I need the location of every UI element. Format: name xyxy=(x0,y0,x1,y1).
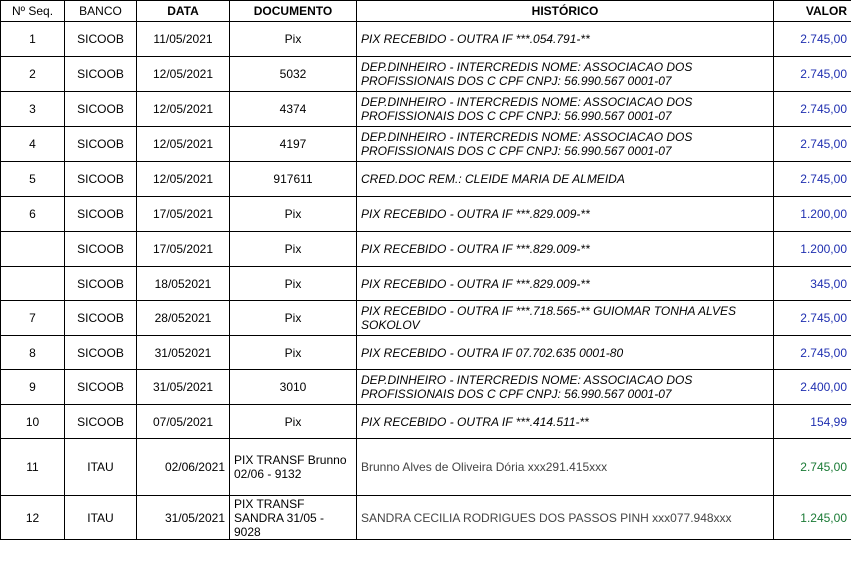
cell-documento: PIX TRANSF SANDRA 31/05 - 9028 xyxy=(230,496,357,540)
cell-seq: 6 xyxy=(1,197,65,232)
cell-valor: 1.200,00 xyxy=(774,197,851,232)
cell-data: 31/05/2021 xyxy=(137,370,230,405)
cell-data: 11/05/2021 xyxy=(137,22,230,57)
cell-data: 12/05/2021 xyxy=(137,127,230,162)
cell-seq: 5 xyxy=(1,162,65,197)
cell-data: 12/05/2021 xyxy=(137,57,230,92)
cell-banco: SICOOB xyxy=(65,92,137,127)
cell-historico: DEP.DINHEIRO - INTERCREDIS NOME: ASSOCIACAO DOS PROFISSIONAIS DOS C CPF CNPJ: 56.990.567 0001-07 xyxy=(357,127,774,162)
cell-valor: 2.745,00 xyxy=(774,57,851,92)
table-row xyxy=(1,405,851,439)
cell-seq: 2 xyxy=(1,57,65,92)
cell-valor: 345,00 xyxy=(774,267,851,301)
cell-documento: Pix xyxy=(230,336,357,370)
cell-valor: 2.745,00 xyxy=(774,162,851,197)
cell-documento: Pix xyxy=(230,267,357,301)
cell-seq: 10 xyxy=(1,405,65,439)
cell-banco: SICOOB xyxy=(65,57,137,92)
cell-banco: SICOOB xyxy=(65,267,137,301)
cell-valor: 2.745,00 xyxy=(774,336,851,370)
cell-valor: 1.245,00 xyxy=(774,496,851,540)
cell-data: 17/05/2021 xyxy=(137,197,230,232)
cell-historico: Brunno Alves de Oliveira Dória xxx291.415xxx xyxy=(357,439,774,496)
header-data: DATA xyxy=(137,1,230,22)
header-seq: Nº Seq. xyxy=(1,1,65,22)
cell-documento: Pix xyxy=(230,232,357,267)
cell-historico: PIX RECEBIDO - OUTRA IF ***.718.565-** GUIOMAR TONHA ALVES SOKOLOV xyxy=(357,301,774,336)
header-banco: BANCO xyxy=(65,1,137,22)
cell-seq: 7 xyxy=(1,301,65,336)
table-row xyxy=(1,370,851,405)
cell-seq: 3 xyxy=(1,92,65,127)
cell-banco: ITAU xyxy=(65,496,137,540)
cell-data: 28/052021 xyxy=(137,301,230,336)
cell-documento: Pix xyxy=(230,197,357,232)
cell-valor: 2.745,00 xyxy=(774,22,851,57)
table-row xyxy=(1,162,851,197)
cell-historico: PIX RECEBIDO - OUTRA IF ***.829.009-** xyxy=(357,232,774,267)
table-header-row xyxy=(1,1,851,22)
cell-historico: SANDRA CECILIA RODRIGUES DOS PASSOS PINH xxx077.948xxx xyxy=(357,496,774,540)
cell-valor: 2.745,00 xyxy=(774,92,851,127)
table-row xyxy=(1,232,851,267)
header-valor: VALOR xyxy=(774,1,851,22)
table-row xyxy=(1,92,851,127)
cell-valor: 2.400,00 xyxy=(774,370,851,405)
cell-banco: SICOOB xyxy=(65,127,137,162)
table-row xyxy=(1,439,851,496)
cell-documento: 3010 xyxy=(230,370,357,405)
cell-historico: PIX RECEBIDO - OUTRA IF ***.829.009-** xyxy=(357,197,774,232)
cell-documento: Pix xyxy=(230,301,357,336)
cell-data: 18/052021 xyxy=(137,267,230,301)
table-row xyxy=(1,336,851,370)
cell-banco: SICOOB xyxy=(65,301,137,336)
cell-seq: 12 xyxy=(1,496,65,540)
cell-data: 31/05/2021 xyxy=(137,496,230,540)
cell-banco: ITAU xyxy=(65,439,137,496)
cell-documento: Pix xyxy=(230,405,357,439)
cell-banco: SICOOB xyxy=(65,22,137,57)
cell-documento: PIX TRANSF Brunno 02/06 - 9132 xyxy=(230,439,357,496)
cell-data: 31/052021 xyxy=(137,336,230,370)
cell-valor: 2.745,00 xyxy=(774,127,851,162)
cell-historico: PIX RECEBIDO - OUTRA IF ***.054.791-** xyxy=(357,22,774,57)
cell-seq xyxy=(1,267,65,301)
cell-historico: PIX RECEBIDO - OUTRA IF ***.414.511-** xyxy=(357,405,774,439)
header-documento: DOCUMENTO xyxy=(230,1,357,22)
cell-historico: DEP.DINHEIRO - INTERCREDIS NOME: ASSOCIACAO DOS PROFISSIONAIS DOS C CPF CNPJ: 56.990.567 0001-07 xyxy=(357,92,774,127)
cell-banco: SICOOB xyxy=(65,162,137,197)
cell-banco: SICOOB xyxy=(65,370,137,405)
cell-data: 12/05/2021 xyxy=(137,162,230,197)
cell-documento: 5032 xyxy=(230,57,357,92)
cell-valor: 1.200,00 xyxy=(774,232,851,267)
cell-historico: DEP.DINHEIRO - INTERCREDIS NOME: ASSOCIACAO DOS PROFISSIONAIS DOS C CPF CNPJ: 56.990.567 0001-07 xyxy=(357,370,774,405)
cell-banco: SICOOB xyxy=(65,232,137,267)
cell-documento: 4197 xyxy=(230,127,357,162)
cell-valor: 2.745,00 xyxy=(774,301,851,336)
table-row xyxy=(1,496,851,540)
cell-seq: 4 xyxy=(1,127,65,162)
cell-historico: DEP.DINHEIRO - INTERCREDIS NOME: ASSOCIACAO DOS PROFISSIONAIS DOS C CPF CNPJ: 56.990.567 0001-07 xyxy=(357,57,774,92)
cell-seq: 9 xyxy=(1,370,65,405)
cell-seq: 11 xyxy=(1,439,65,496)
cell-banco: SICOOB xyxy=(65,336,137,370)
cell-documento: 917611 xyxy=(230,162,357,197)
table-row xyxy=(1,127,851,162)
cell-valor: 2.745,00 xyxy=(774,439,851,496)
cell-banco: SICOOB xyxy=(65,197,137,232)
cell-banco: SICOOB xyxy=(65,405,137,439)
cell-documento: 4374 xyxy=(230,92,357,127)
cell-historico: CRED.DOC REM.: CLEIDE MARIA DE ALMEIDA xyxy=(357,162,774,197)
header-historico: HISTÓRICO xyxy=(357,1,774,22)
cell-data: 07/05/2021 xyxy=(137,405,230,439)
cell-documento: Pix xyxy=(230,22,357,57)
table-row xyxy=(1,22,851,57)
cell-valor: 154,99 xyxy=(774,405,851,439)
table-row xyxy=(1,197,851,232)
cell-data: 02/06/2021 xyxy=(137,439,230,496)
cell-data: 17/05/2021 xyxy=(137,232,230,267)
cell-data: 12/05/2021 xyxy=(137,92,230,127)
table-row xyxy=(1,301,851,336)
cell-seq xyxy=(1,232,65,267)
table-row xyxy=(1,267,851,301)
cell-seq: 1 xyxy=(1,22,65,57)
cell-historico: PIX RECEBIDO - OUTRA IF 07.702.635 0001-80 xyxy=(357,336,774,370)
cell-historico: PIX RECEBIDO - OUTRA IF ***.829.009-** xyxy=(357,267,774,301)
cell-seq: 8 xyxy=(1,336,65,370)
table-row xyxy=(1,57,851,92)
